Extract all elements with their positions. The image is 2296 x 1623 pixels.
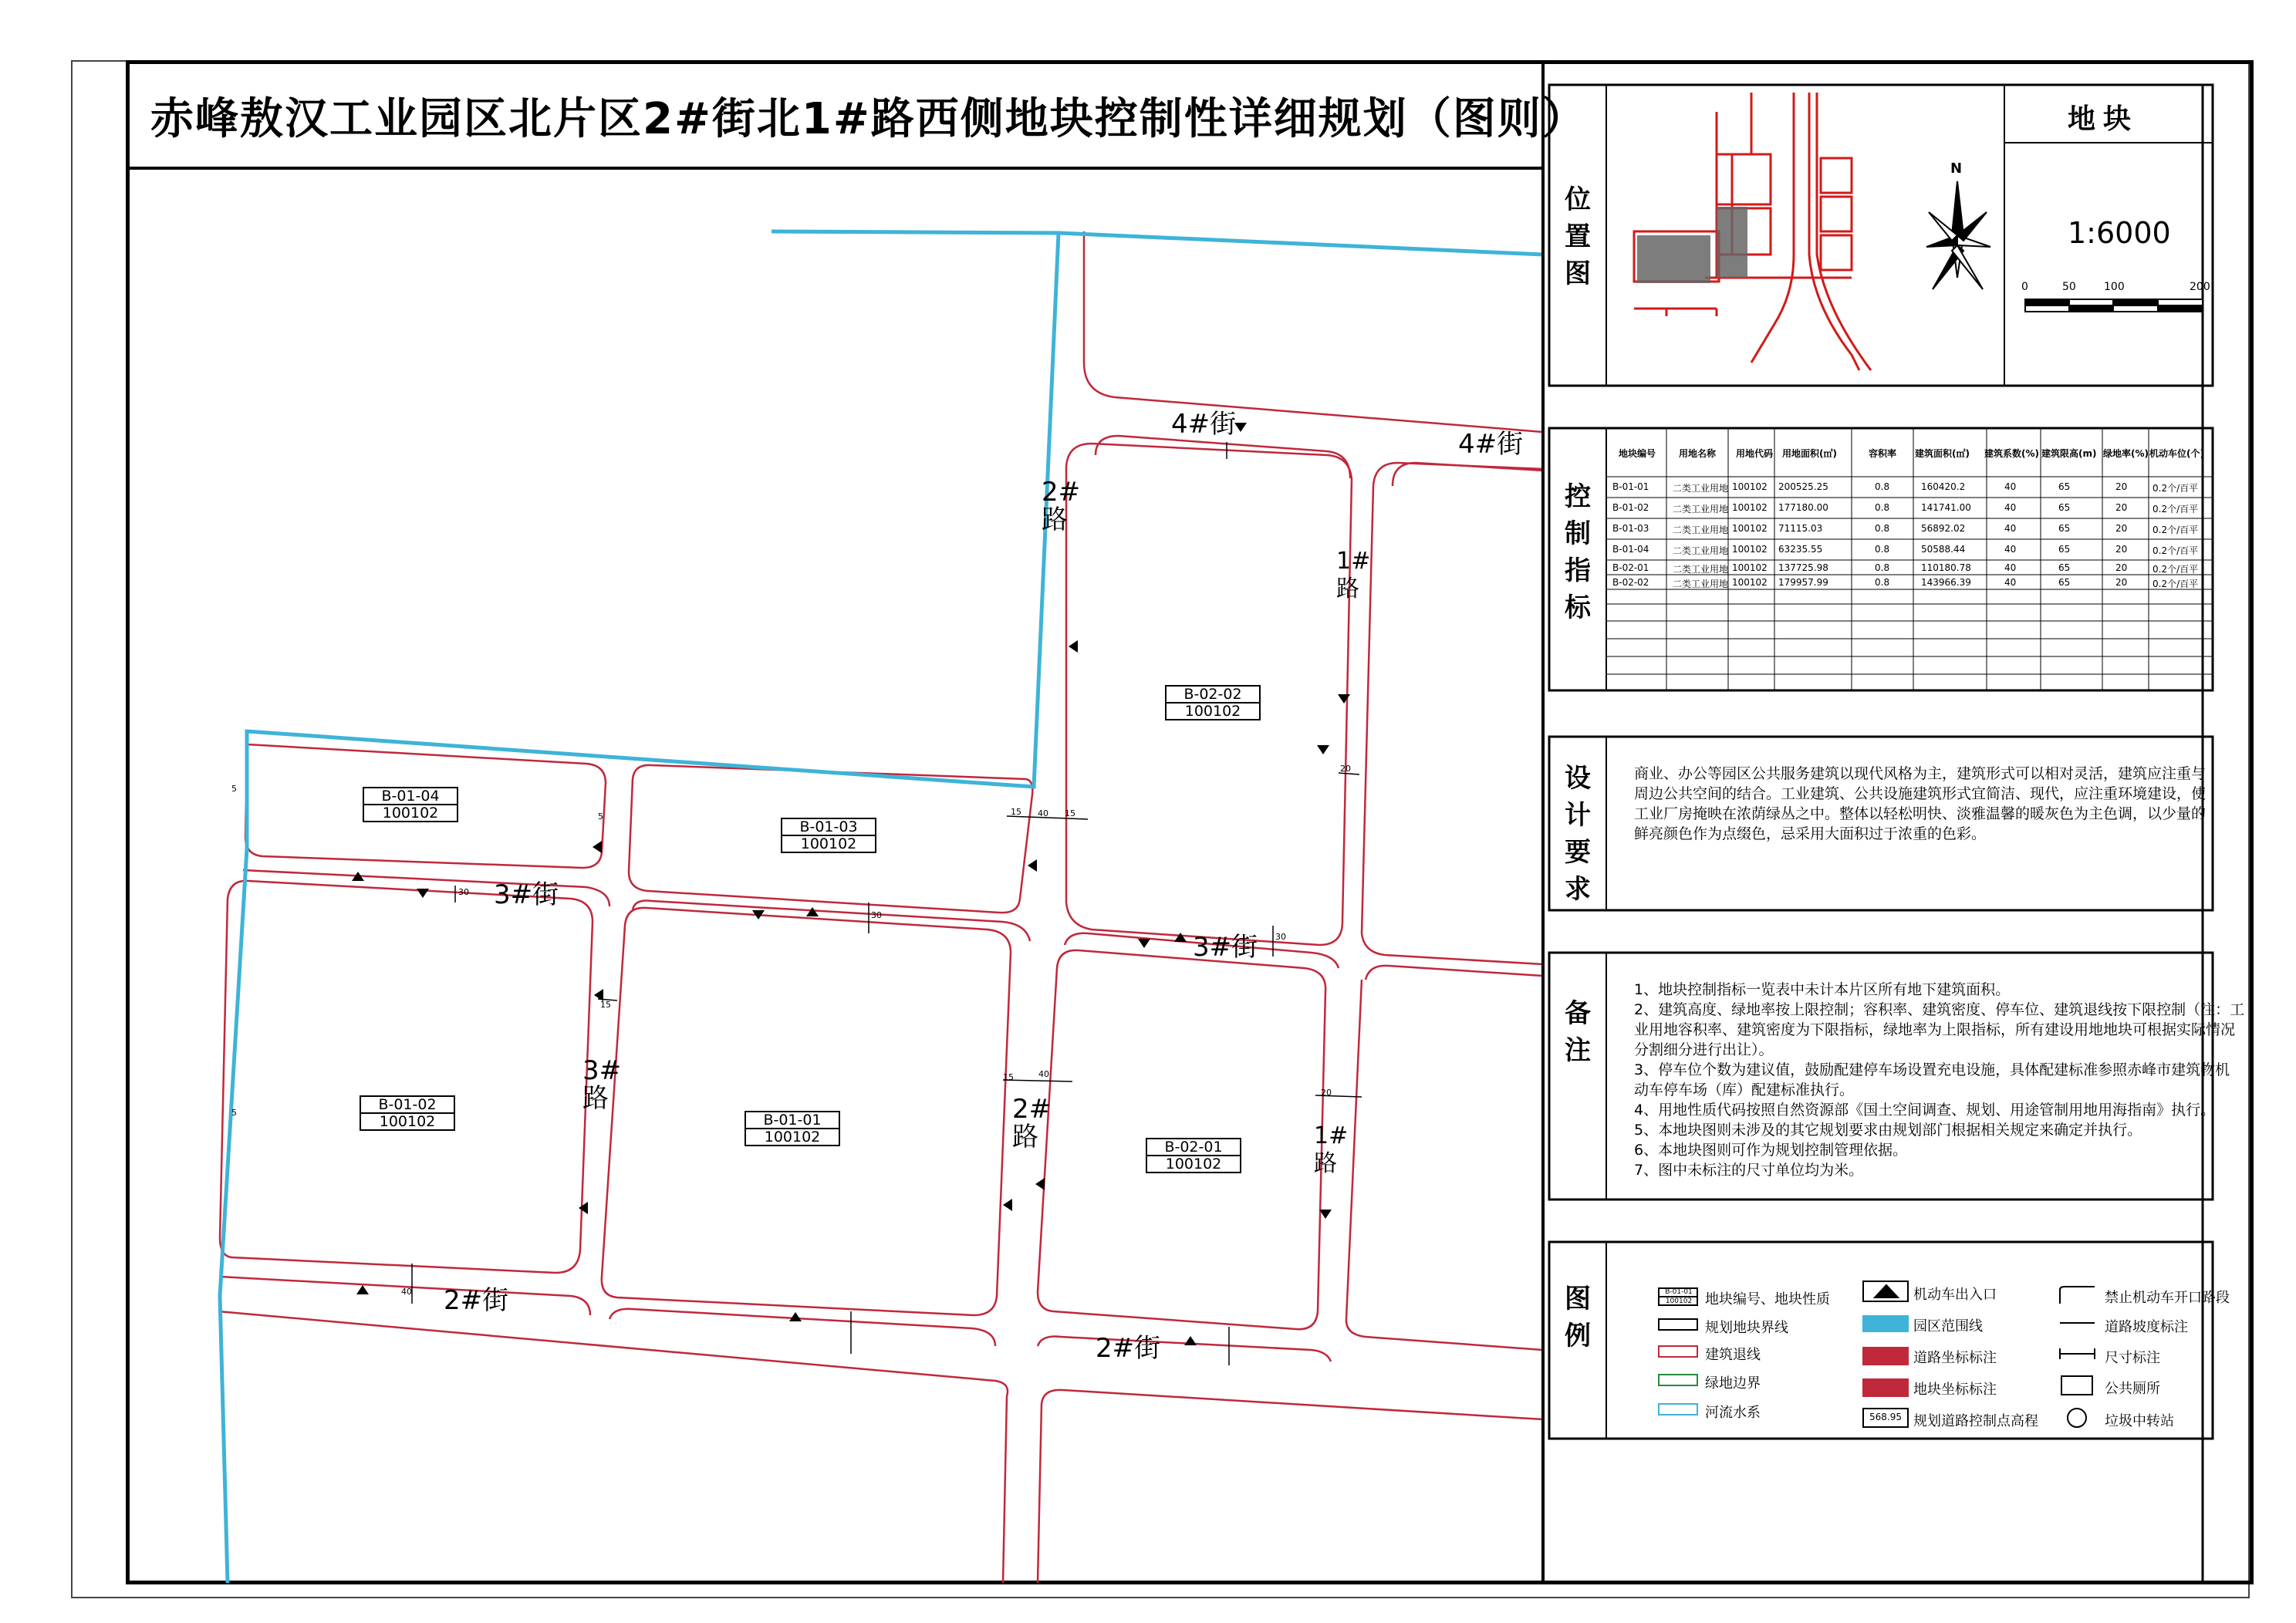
panel-label-legend: 图 例 <box>1565 1284 1591 1351</box>
table-cell: 179957.99 <box>1778 577 1828 588</box>
table-cell: 20 <box>2115 481 2128 492</box>
table-cell: 20 <box>2115 523 2128 534</box>
table-cell: 50588.44 <box>1921 544 1966 555</box>
table-header: 机动车位(个) <box>2149 448 2204 459</box>
table-cell: 65 <box>2058 481 2071 492</box>
table-cell: 0.8 <box>1875 502 1890 513</box>
table-cell: 二类工业用地 <box>1673 579 1729 589</box>
legend-item: 建筑退线 <box>1705 1347 1761 1363</box>
table-cell: 0.2个/百平 <box>2152 545 2199 556</box>
street-label-3-jie-a: 3#街 <box>494 879 559 910</box>
note-line: 3、停车位个数为建议值，鼓励配建停车场设置充电设施，具体配建标准参照赤峰市建筑物机 <box>1634 1061 2230 1078</box>
road-label-1-lu-top: 1#路 <box>1336 548 1371 602</box>
legend-item: 绿地边界 <box>1705 1375 1761 1392</box>
parcel-code: 100102 <box>1167 702 1259 719</box>
dim-label: 5 <box>598 812 603 822</box>
north-arrow-icon <box>1926 181 1990 289</box>
table-cell: 100102 <box>1732 523 1768 534</box>
parcel-id: B-01-03 <box>799 818 858 835</box>
table-cell: 0.2个/百平 <box>2152 504 2199 515</box>
table-cell-parcel-id: B-01-03 <box>1612 523 1649 534</box>
dim-label: 40 <box>1038 808 1048 818</box>
table-cell: 0.2个/百平 <box>2152 564 2199 575</box>
table-cell: 100102 <box>1732 577 1768 588</box>
table-cell: 0.8 <box>1875 481 1890 492</box>
panel-label-notes: 备 注 <box>1565 998 1591 1066</box>
dim-label: 20 <box>1321 1088 1332 1098</box>
table-cell: 71115.03 <box>1778 523 1823 534</box>
table-cell: 二类工业用地 <box>1673 564 1729 575</box>
table-cell: 143966.39 <box>1921 577 1971 588</box>
table-cell: 20 <box>2115 577 2128 588</box>
note-line: 4、用地性质代码按照自然资源部《国土空间调查、规划、用途管制用地用海指南》执行。 <box>1634 1102 2216 1119</box>
table-header: 用地面积(㎡) <box>1782 448 1837 459</box>
table-cell: 0.2个/百平 <box>2152 579 2199 589</box>
dim-label: 15 <box>600 1000 611 1010</box>
design-line: 商业、办公等园区公共服务建筑以现代风格为主，建筑形式可以相对灵活，建筑应注重与 <box>1634 765 2207 782</box>
table-cell: 65 <box>2058 544 2071 555</box>
dim-label: 30 <box>458 887 469 897</box>
parcel-id: B-01-01 <box>763 1112 822 1129</box>
legend-item: 规划地块界线 <box>1705 1320 1788 1336</box>
table-cell: 40 <box>2004 481 2017 492</box>
table-cell-parcel-id: B-02-02 <box>1612 577 1649 588</box>
panel-label-control: 控 制 指 标 <box>1565 481 1591 623</box>
table-header: 地块编号 <box>1619 448 1656 459</box>
dim-label: 15 <box>1011 807 1021 817</box>
legend-item: 规划道路控制点高程 <box>1913 1413 2038 1429</box>
table-cell: 40 <box>2004 502 2017 513</box>
table-header: 容积率 <box>1869 448 1897 459</box>
table-cell: 63235.55 <box>1778 544 1823 555</box>
scale-tick: 0 <box>2021 281 2028 293</box>
legend-item: 道路坡度标注 <box>2105 1319 2188 1335</box>
table-cell: 二类工业用地 <box>1673 525 1729 535</box>
dim-label: 30 <box>871 910 882 920</box>
table-header: 建筑限高(m) <box>2041 448 2097 459</box>
design-line: 工业厂房掩映在浓荫绿丛之中。整体以轻松明快、淡雅温馨的暖灰色为主色调，以少量的 <box>1634 805 2207 822</box>
legend-item: 园区范围线 <box>1913 1318 1983 1335</box>
legend-sample-code: B-01-01 <box>1665 1288 1693 1296</box>
table-cell: 100102 <box>1732 481 1768 492</box>
dim-label: 20 <box>1340 764 1351 774</box>
parcel-code: 100102 <box>1147 1155 1240 1172</box>
legend-sample-type: 100102 <box>1665 1297 1693 1305</box>
street-label-4-jie-b: 4#街 <box>1458 429 1524 460</box>
parcel-code: 100102 <box>746 1128 839 1145</box>
table-cell-parcel-id: B-01-02 <box>1612 502 1649 513</box>
road-label-2-lu-top: 2#路 <box>1042 477 1081 535</box>
page-title: 赤峰敖汉工业园区北片区2#街北1#路西侧地块控制性详细规划（图则） <box>150 94 1587 144</box>
table-cell: 65 <box>2058 577 2071 588</box>
scale-ratio: 1:6000 <box>2068 216 2171 250</box>
table-cell: 100102 <box>1732 562 1768 573</box>
table-cell: 40 <box>2004 523 2017 534</box>
table-cell: 65 <box>2058 523 2071 534</box>
street-label-4-jie-a: 4#街 <box>1171 409 1237 440</box>
table-cell: 110180.78 <box>1921 562 1971 573</box>
table-cell: 二类工业用地 <box>1673 545 1729 556</box>
table-cell: 100102 <box>1732 544 1768 555</box>
table-cell: 0.8 <box>1875 544 1890 555</box>
table-cell-parcel-id: B-01-01 <box>1612 481 1649 492</box>
table-cell: 二类工业用地 <box>1673 483 1729 494</box>
location-minimap <box>1634 93 1871 370</box>
location-minimap-highlight <box>1637 207 1747 283</box>
table-header: 建筑面积(㎡) <box>1915 448 1970 459</box>
dim-label: 5 <box>231 1108 237 1118</box>
scale-tick: 50 <box>2062 281 2076 293</box>
table-cell: 65 <box>2058 562 2071 573</box>
legend-item: 垃圾中转站 <box>2105 1413 2174 1429</box>
note-line: 1、地块控制指标一览表中未计本片区所有地下建筑面积。 <box>1634 981 2011 998</box>
note-line: 分割细分进行出让）。 <box>1634 1041 1774 1058</box>
note-line: 6、本地块图则可作为规划控制管理依据。 <box>1634 1142 1908 1159</box>
table-header: 用地名称 <box>1679 448 1717 459</box>
table-cell: 160420.2 <box>1921 481 1966 492</box>
table-cell: 40 <box>2004 577 2017 588</box>
dim-label: 40 <box>1038 1069 1049 1079</box>
table-cell: 65 <box>2058 502 2071 513</box>
table-header: 建筑系数(%) <box>1984 448 2039 459</box>
table-cell: 40 <box>2004 544 2017 555</box>
road-label-1-lu-bottom: 1#路 <box>1314 1122 1349 1177</box>
design-line: 鲜亮颜色作为点缀色，忌采用大面积过于浓重的色彩。 <box>1634 825 1987 842</box>
note-line: 业用地容积率、建筑密度为下限指标，绿地率为上限指标，所有建设用地地块可根据实际情况 <box>1634 1021 2236 1038</box>
legend-sample-elev: 568.95 <box>1869 1412 1902 1422</box>
panel-label-location: 位 置 图 <box>1565 184 1591 289</box>
dim-label: 40 <box>401 1287 412 1297</box>
legend-item: 河流水系 <box>1705 1405 1761 1421</box>
scale-bar <box>2025 299 2203 312</box>
parcel-code: 100102 <box>364 804 457 821</box>
table-cell: 20 <box>2115 502 2128 513</box>
table-header: 用地代码 <box>1736 448 1774 459</box>
scale-tick: 200 <box>2190 281 2210 293</box>
table-cell: 0.2个/百平 <box>2152 525 2199 535</box>
legend-item: 地块坐标标注 <box>1913 1382 1997 1398</box>
scale-tick: 100 <box>2104 281 2125 293</box>
table-header: 绿地率(%) <box>2103 448 2149 459</box>
table-cell: 20 <box>2115 562 2128 573</box>
parcel-id: B-01-02 <box>378 1096 437 1113</box>
legend-item: 公共厕所 <box>2105 1381 2160 1397</box>
parcel-id: B-02-01 <box>1164 1139 1223 1156</box>
dim-label: 15 <box>1003 1072 1014 1082</box>
table-cell: 100102 <box>1732 502 1768 513</box>
table-cell: 137725.98 <box>1778 562 1828 573</box>
table-cell: 56892.02 <box>1921 523 1966 534</box>
legend-item: 禁止机动车开口路段 <box>2105 1290 2230 1306</box>
table-cell-parcel-id: B-01-04 <box>1612 544 1649 555</box>
parcel-id: B-02-02 <box>1183 686 1242 703</box>
table-cell: 0.8 <box>1875 523 1890 534</box>
parcel-code: 100102 <box>361 1112 454 1129</box>
table-cell: 40 <box>2004 562 2017 573</box>
legend-item: 道路坐标标注 <box>1913 1350 1997 1366</box>
table-cell-parcel-id: B-02-01 <box>1612 562 1649 573</box>
north-label: N <box>1950 160 1963 177</box>
table-cell: 200525.25 <box>1778 481 1828 492</box>
legend-item: 地块编号、地块性质 <box>1705 1291 1830 1308</box>
note-line: 5、本地块图则未涉及的其它规划要求由规划部门根据相关规定来确定并执行。 <box>1634 1122 2142 1139</box>
note-line: 7、图中未标注的尺寸单位均为米。 <box>1634 1162 1864 1179</box>
table-cell: 0.8 <box>1875 562 1890 573</box>
table-cell: 0.2个/百平 <box>2152 483 2199 494</box>
dim-label: 30 <box>1275 932 1286 942</box>
parcel-id: B-01-04 <box>381 788 440 805</box>
dim-label: 15 <box>1065 808 1075 818</box>
street-label-3-jie-b: 3#街 <box>1193 932 1258 963</box>
dim-label: 5 <box>231 784 237 794</box>
table-cell: 0.8 <box>1875 577 1890 588</box>
design-line: 周边公共空间的结合。工业建筑、公共设施建筑形式宜简洁、现代，应注重环境建设，使 <box>1634 785 2207 802</box>
legend-item: 尺寸标注 <box>2105 1350 2160 1366</box>
table-cell: 二类工业用地 <box>1673 504 1729 515</box>
road-label-2-lu-bottom: 2#路 <box>1012 1094 1052 1152</box>
panel-label-design: 设 计 要 求 <box>1565 763 1591 905</box>
road-label-3-lu: 3#路 <box>582 1055 622 1114</box>
street-label-2-jie-a: 2#街 <box>444 1285 509 1316</box>
street-label-2-jie-b: 2#街 <box>1096 1333 1161 1364</box>
table-cell: 177180.00 <box>1778 502 1828 513</box>
table-cell: 141741.00 <box>1921 502 1971 513</box>
parcel-code: 100102 <box>782 835 875 852</box>
table-cell: 20 <box>2115 544 2128 555</box>
legend-item: 机动车出入口 <box>1913 1287 1997 1303</box>
location-header: 地块 <box>2068 103 2139 135</box>
note-line: 动车停车场（库）配建标准执行。 <box>1634 1081 1855 1098</box>
note-line: 2、建筑高度、绿地率按上限控制；容积率、建筑密度、停车位、建筑退线按下限控制（注：工 <box>1634 1001 2245 1018</box>
